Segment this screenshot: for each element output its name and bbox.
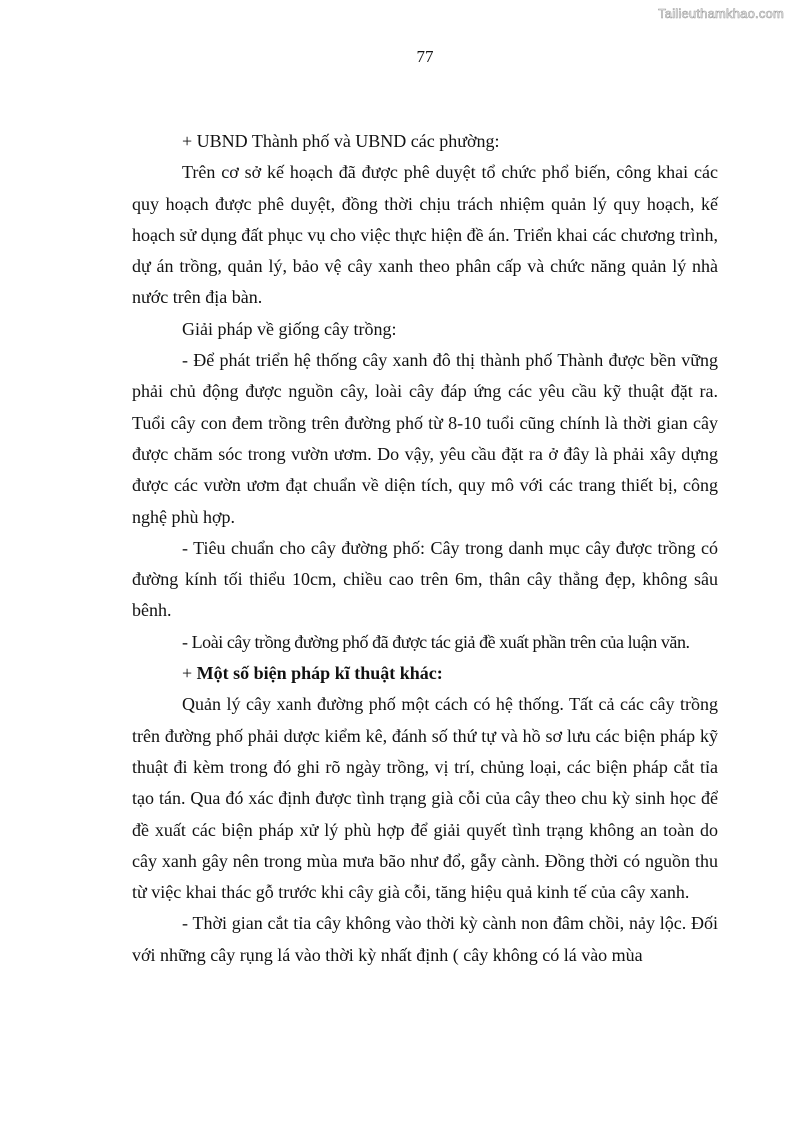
paragraph-ubnd-body: Trên cơ sở kế hoạch đã được phê duyệt tổ chức phổ biến, công khai các quy hoạch được phê duyệt, đồng thời chịu trách nhiệm quản lý quy hoạch, kế hoạch sử dụng đất phục vụ cho việc thực hiện đề án. Triển khai các chương trình, dự án trồng, quản lý, bảo vệ cây xanh theo phân cấp và chức năng quản lý nhà nước trên địa bàn. [132,162,718,308]
document-body [132,126,718,971]
watermark: Tailieuthamkhao.com [658,6,784,21]
paragraph-pruning-time: - Thời gian cắt tỉa cây không vào thời kỳ cành non đâm chồi, nảy lộc. Đối với những cây rụng lá vào thời kỳ nhất định ( cây không có lá vào mùa [132,913,718,965]
paragraph-seed-development: - Để phát triển hệ thống cây xanh đô thị thành phố Thành được bền vững phải chủ động được nguồn cây, loài cây đáp ứng các yêu cầu kỹ thuật đặt ra. Tuổi cây con đem trồng trên đường phố từ 8-10 tuổi cũng chính là thời gian cây được chăm sóc trong vườn ươm. Do vậy, yêu cầu đặt ra ở đây là phải xây dựng được các vườn ươm đạt chuẩn về diện tích, quy mô với các trang thiết bị, công nghệ phù hợp. [132,350,718,527]
page-number: 77 [416,47,434,66]
paragraph-systematic-management: Quản lý cây xanh đường phố một cách có hệ thống. Tất cả các cây trồng trên đường phố phải dược kiểm kê, đánh số thứ tự và hồ sơ lưu các biện pháp kỹ thuật đi kèm trong đó ghi rõ ngày trồng, vị trí, chủng loại, các biện pháp cắt tỉa tạo tán. Qua đó xác định được tình trạng già cỗi của cây theo chu kỳ sinh học để đề xuất các biện pháp xử lý phù hợp để giải quyết tình trạng không an toàn do cây xanh gây nên trong mùa mưa bão như đổ, gẫy cành. Đồng thời có nguồn thu từ việc khai thác gỗ trước khi cây già cỗi, tăng hiệu quả kinh tế của cây xanh. [132,694,718,903]
paragraph-ubnd-heading: + UBND Thành phố và UBND các phường: [182,131,500,151]
heading-bold-text: Một số biện pháp kĩ thuật khác: [196,663,443,684]
heading-prefix: + [182,663,197,684]
paragraph-species-proposal: - Loài cây trồng đường phố đã được tác giả đề xuất phần trên của luận văn. [182,631,690,652]
paragraph-street-tree-standard: - Tiêu chuẩn cho cây đường phố: Cây trong danh mục cây được trồng có đường kính tối thiểu 10cm, chiều cao trên 6m, thân cây thẳng đẹp, không sâu bênh. [132,537,718,621]
paragraph-other-measures-heading [132,658,718,689]
paragraph-seed-heading: Giải pháp về giống cây trồng: [182,318,397,339]
